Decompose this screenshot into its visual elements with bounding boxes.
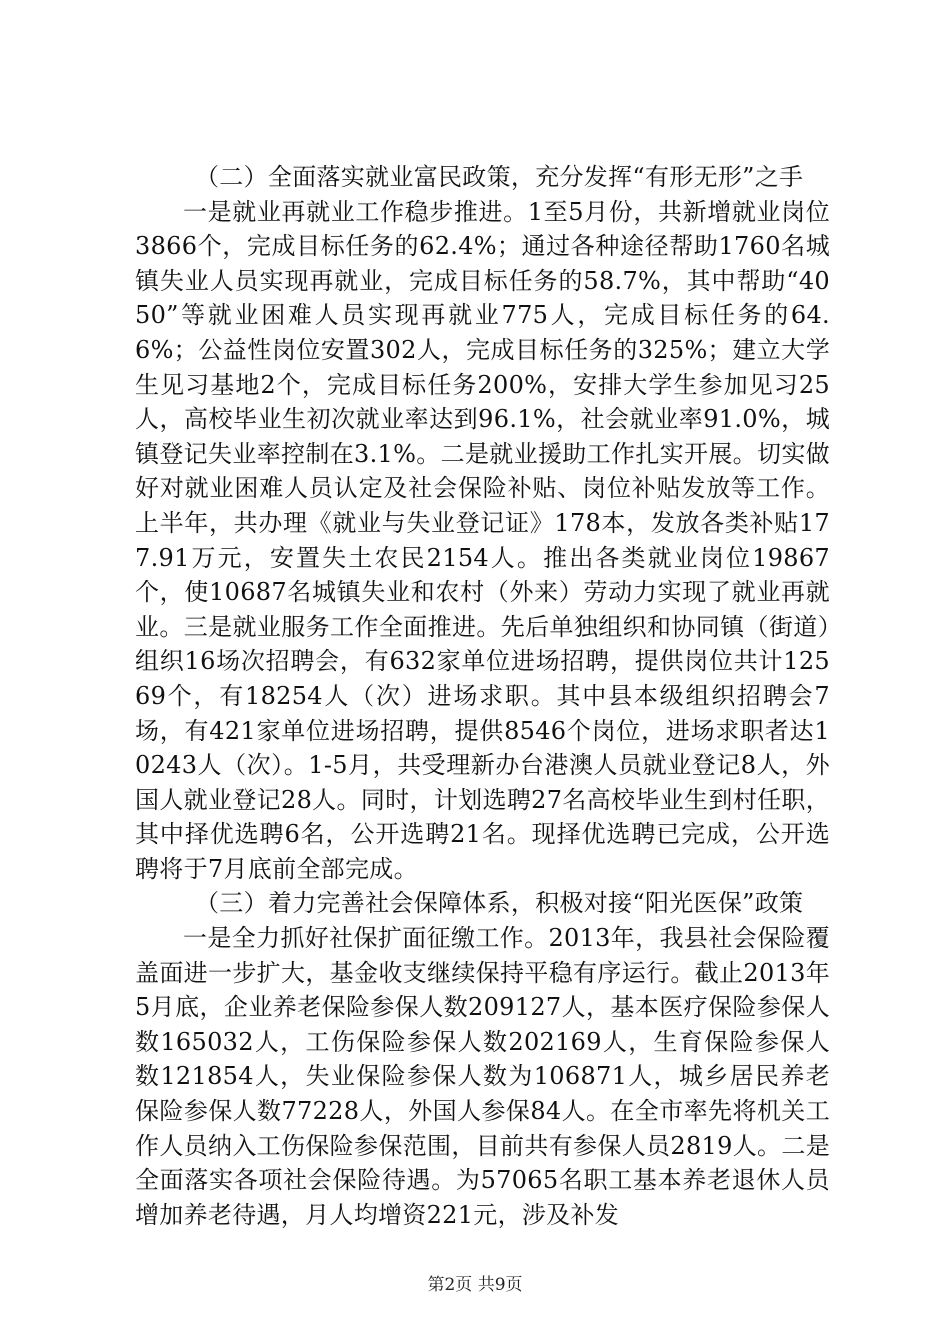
page-footer bbox=[0, 1270, 950, 1295]
section-heading-3: （三）着力完善社会保障体系，积极对接“阳光医保”政策 bbox=[195, 889, 804, 918]
body-paragraph-social-security: 一是全力抓好社保扩面征缴工作。2013年，我县社会保险覆盖面进一步扩大，基金收支继续保持平稳有序运行。截止2013年5月底，企业养老保险参保人数209127人，基本医疗保险参保人数165032人，工伤保险参保人数202169人，生育保险参保人数121854人，失业保险参保人数为106871人，城乡居民养老保险参保人数77228人，外国人参保84人。在全市率先将机关工作人员纳入工伤保险参保范围，目前共有参保人员2819人。二是全面落实各项社会保险待遇。为57065名职工基本养老退休人员增加养老待遇，月人均增资221元，涉及补发 bbox=[135, 924, 830, 1229]
section-heading-2: （二）全面落实就业富民政策，充分发挥“有形无形”之手 bbox=[195, 163, 804, 191]
page-number-label: 第2页 共9页 bbox=[427, 1275, 523, 1295]
body-paragraph-employment: 一是就业再就业工作稳步推进。1至5月份，共新增就业岗位3866个，完成目标任务的62.4%；通过各种途径帮助1760名城镇失业人员实现再就业，完成目标任务的58.7%，其中帮助“4050”等就业困难人员实现再就业775人，完成目标任务的64.6%；公益性岗位安置302人，完成目标任务的325%；建立大学生见习基地2个，完成目标任务200%，安排大学生参加见习25人，高校毕业生初次就业率达到96.1%，社会就业率91.0%，城镇登记失业率控制在3.1%。二是就业援助工作扎实开展。切实做好对就业困难人员认定及社会保险补贴、岗位补贴发放等工作。上半年，共办理《就业与失业登记证》178本，发放各类补贴177.91万元，安置失土农民2154人。推出各类就业岗位19867个，使10687名城镇失业和农村（外来）劳动力实现了就业再就业。三是就业服务工作全面推进。先后单独组织和协同镇（街道）组织16场次招聘会，有632家单位进场招聘，提供岗位共计12569个，有18254人（次）进场求职。其中县本级组织招聘会7场，有421家单位进场招聘，提供8546个岗位，进场求职者达10243人（次）。1-5月，共受理新办台港澳人员就业登记8人，外国人就业登记28人。同时，计划选聘27名高校毕业生到村任职，其中择优选聘6名，公开选聘21名。现择优选聘已完成，公开选聘将于7月底前全部完成。 bbox=[135, 197, 830, 883]
document-body bbox=[135, 160, 830, 1232]
